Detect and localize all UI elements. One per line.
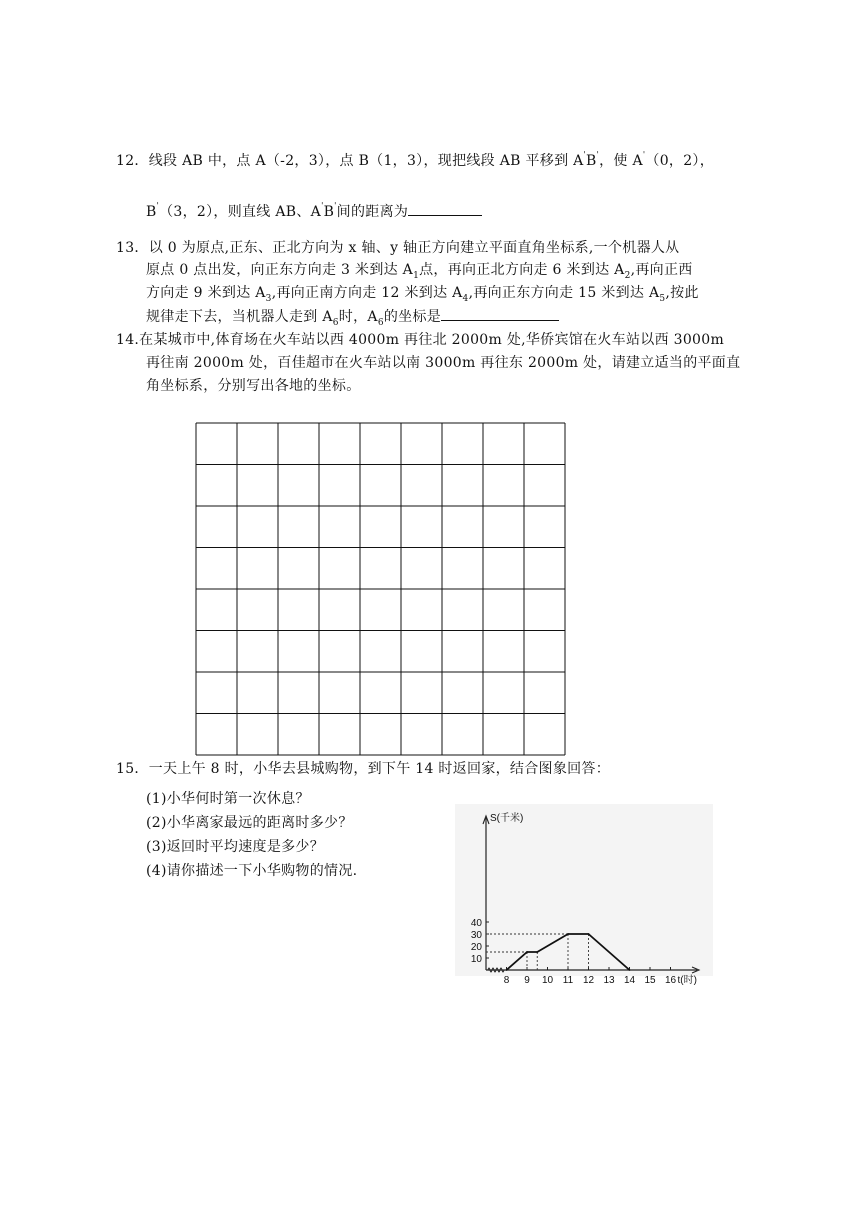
data-point bbox=[506, 969, 508, 971]
q15-item-4: (4)请你描述一下小华购物的情况. bbox=[146, 863, 358, 879]
q12-line2-c: B bbox=[323, 204, 335, 220]
q12-line1-a: 12．线段 AB 中，点 A（-2，3），点 B（1，3），现把线段 AB 平移到 A bbox=[116, 153, 584, 169]
x-tick-label: 16 bbox=[664, 975, 677, 986]
q13-sub: 3 bbox=[265, 294, 272, 304]
q13-line3-c: ,再向正东方向走 15 米到达 A bbox=[468, 285, 660, 301]
q13-line1: 13．以 0 为原点,正东、正北方向为 x 轴、y 轴正方向建立平面直角坐标系,一个机器人从 bbox=[116, 240, 680, 256]
q12-prime: ' bbox=[583, 150, 587, 159]
q13-line2-b: 点，再向正北方向走 6 米到达 A bbox=[419, 262, 625, 278]
q12-line1-d: （0，2）， bbox=[645, 153, 715, 169]
q14-line2: 再往南 2000m 处，百佳超市在火车站以南 3000m 再往东 2000m 处，请建立适当的平面直 bbox=[146, 355, 741, 371]
q13-answer-blank[interactable] bbox=[441, 306, 559, 321]
q15-intro: 15．一天上午 8 时，小华去县城购物，到下午 14 时返回家，结合图象回答： bbox=[116, 761, 611, 777]
q13-sub: 6 bbox=[377, 318, 384, 328]
q12-line2-d: 间的距离为 bbox=[336, 204, 409, 220]
q13-line4-b: 时，A bbox=[338, 309, 378, 325]
q12-prime: ' bbox=[596, 150, 600, 159]
q12-prime: ' bbox=[334, 201, 337, 210]
q13-line3-a: 方向走 9 米到达 A bbox=[146, 285, 266, 301]
q13-sub: 1 bbox=[413, 271, 420, 281]
q15-item-1: (1)小华何时第一次休息？ bbox=[146, 791, 310, 807]
q12-line1 bbox=[116, 151, 714, 173]
y-axis-label: S(千米) bbox=[490, 813, 524, 824]
x-tick-label: 14 bbox=[623, 975, 636, 986]
q12-line2 bbox=[146, 201, 482, 224]
q13-line2-c: ,再向正西 bbox=[630, 262, 693, 278]
y-tick-label: 20 bbox=[470, 942, 482, 953]
q13-line3 bbox=[146, 283, 699, 305]
q13-sub: 5 bbox=[659, 294, 666, 304]
data-point bbox=[588, 933, 590, 935]
chart-background bbox=[455, 804, 713, 976]
q13-line3-b: ,再向正南方向走 12 米到达 A bbox=[271, 285, 463, 301]
data-point bbox=[629, 969, 631, 971]
x-tick-label: 11 bbox=[562, 975, 574, 986]
q14-line3: 角坐标系，分别写出各地的坐标。 bbox=[146, 378, 361, 394]
data-point bbox=[536, 951, 538, 953]
q13-sub: 2 bbox=[624, 271, 631, 281]
x-axis-label: t(时) bbox=[677, 975, 697, 986]
q13-sub: 6 bbox=[332, 318, 339, 328]
x-tick-label: 13 bbox=[603, 975, 615, 986]
x-tick-label: 8 bbox=[503, 975, 510, 986]
coordinate-grid[interactable] bbox=[195, 422, 567, 758]
q12-line2-b: （3，2），则直线 AB、A bbox=[159, 204, 322, 220]
q13-line2 bbox=[146, 260, 693, 282]
q12-prime: ' bbox=[156, 201, 160, 210]
q12-line1-b: B bbox=[586, 153, 597, 169]
q13-line4-c: 的坐标是 bbox=[383, 309, 442, 325]
q13-line2-a: 原点 0 点出发，向正东方向走 3 米到达 A bbox=[146, 262, 414, 278]
q13-sub: 4 bbox=[462, 294, 469, 304]
y-tick-label: 40 bbox=[470, 918, 482, 929]
q12-prime: ' bbox=[321, 201, 324, 210]
q13-line4 bbox=[146, 306, 559, 329]
y-tick-label: 10 bbox=[470, 954, 482, 965]
q13-line4-a: 规律走下去，当机器人走到 A bbox=[146, 309, 333, 325]
x-tick-label: 9 bbox=[524, 975, 530, 986]
data-point bbox=[567, 933, 569, 935]
q12-line1-c: ，使 A bbox=[599, 153, 643, 169]
q12-line2-a: B bbox=[146, 204, 157, 220]
x-tick-label: 12 bbox=[582, 975, 595, 986]
q13-line3-d: ,按此 bbox=[665, 285, 699, 301]
q12-answer-blank[interactable] bbox=[408, 201, 482, 216]
y-tick-label: 30 bbox=[470, 930, 482, 941]
q15-item-3: (3)返回时平均速度是多少？ bbox=[146, 839, 325, 855]
q14-line1: 14.在某城市中,体育场在火车站以西 4000m 再往北 2000m 处,华侨宾馆在火车站以西 3000m bbox=[116, 332, 725, 348]
x-tick-label: 15 bbox=[644, 975, 656, 986]
q15-item-2: (2)小华离家最远的距离时多少？ bbox=[146, 815, 353, 831]
distance-time-chart bbox=[455, 804, 713, 986]
data-point bbox=[526, 951, 528, 953]
q12-prime: ' bbox=[642, 150, 646, 159]
x-tick-label: 10 bbox=[541, 975, 554, 986]
